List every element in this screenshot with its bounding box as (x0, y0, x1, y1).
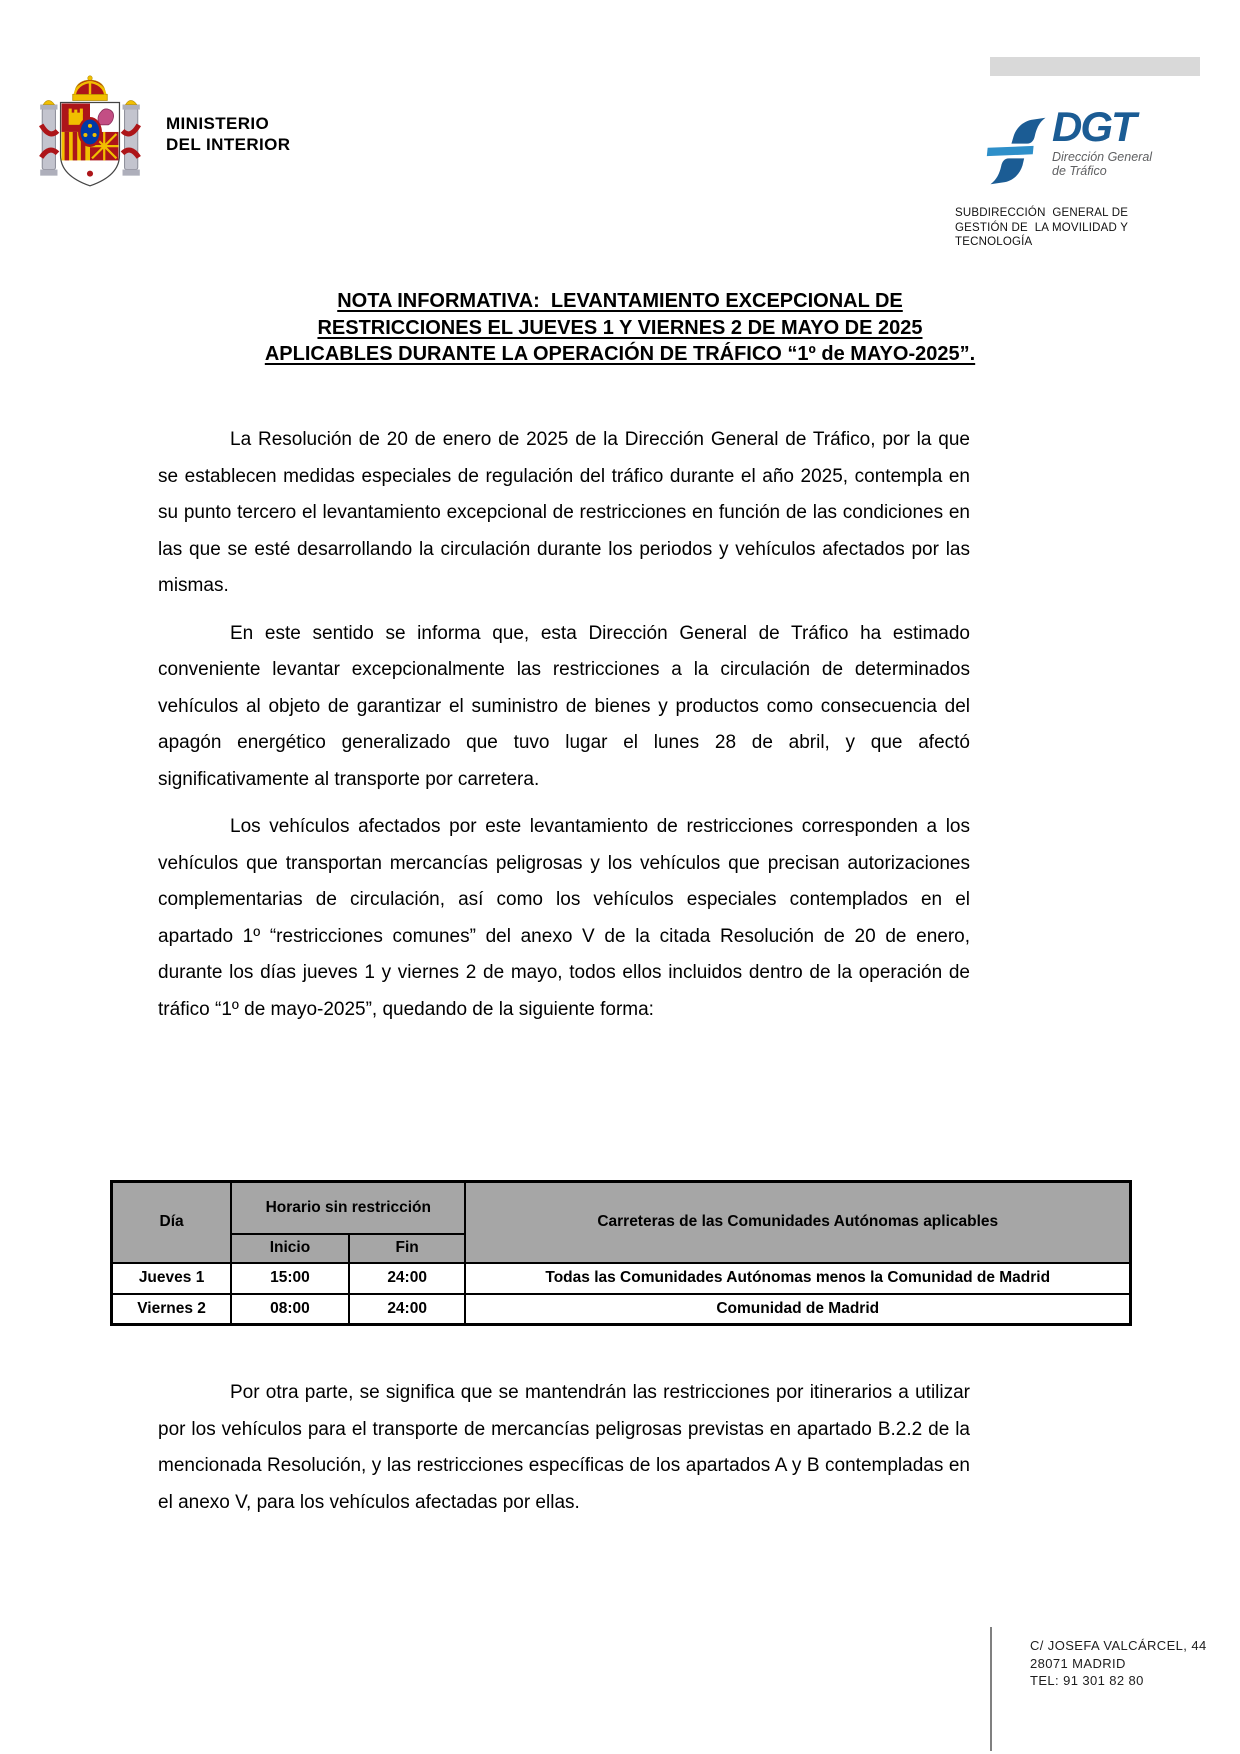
spain-coat-of-arms-icon (38, 72, 142, 198)
top-right-gray-bar (990, 57, 1200, 76)
ministry-name (166, 113, 290, 155)
document-title (120, 288, 1120, 368)
ministry-line1: MINISTERIO (166, 114, 270, 133)
restrictions-table-wrap (110, 1180, 1132, 1326)
dgt-tagline-line1: Dirección General (1052, 150, 1153, 164)
footer-phone: TEL: 91 301 82 80 (1030, 1673, 1144, 1688)
dgt-road-arrows-icon (986, 110, 1050, 192)
title-line1: NOTA INFORMATIVA: LEVANTAMIENTO EXCEPCIONAL DE (337, 290, 903, 312)
cell-roads: Todas las Comunidades Autónomas menos la Comunidad de Madrid (465, 1263, 1130, 1294)
table-row-jueves (112, 1263, 1131, 1294)
dgt-logo (986, 103, 1153, 192)
paragraph-resolucion: La Resolución de 20 de enero de 2025 de la Dirección General de Tráfico, por la que se establecen medidas especiales de regulación del tráfico durante el año 2025, contempla en su punto tercero el levantamiento excepcional de restricciones en función de las condiciones en las que se esté desarrollando la circulación durante los periodos y vehículos afectados por las mismas. (158, 429, 970, 596)
col-header-roads: Carreteras de las Comunidades Autónomas aplicables (465, 1182, 1130, 1263)
col-header-schedule: Horario sin restricción (231, 1182, 465, 1234)
restrictions-table (110, 1180, 1132, 1326)
cell-end: 24:00 (349, 1263, 466, 1294)
paragraph-levantamiento: En este sentido se informa que, esta Dirección General de Tráfico ha estimado conveniente levantar excepcionalmente las restricciones a la circulación de determinados vehículos al objeto de garantizar el suministro de bienes y productos como consecuencia del apagón energético generalizado que tuvo lugar el lunes 28 de abril, y que afectó significativamente al transporte por carretera. (158, 622, 970, 790)
subdirection-line1: SUBDIRECCIÓN GENERAL DE (955, 207, 1129, 219)
footer-city: 28071 MADRID (1030, 1655, 1126, 1671)
footer-street: C/ JOSEFA VALCÁRCEL, 44 (1030, 1638, 1207, 1653)
subdirection-line3: TECNOLOGÍA (955, 236, 1033, 248)
paragraph-por-otra-parte: Por otra parte, se significa que se mantendrán las restricciones por itinerarios a utilizar por los vehículos para el transporte de mercancías peligrosas previstas en apartado B.2.2 de la mencionada Resolución, y las restricciones específicas de los apartados A y B contempladas en el anexo V, para los vehículos afectadas por ellas. (158, 1382, 970, 1513)
subdirection-name (955, 206, 1165, 250)
table-row-viernes (112, 1294, 1131, 1325)
title-line2: RESTRICCIONES EL JUEVES 1 Y VIERNES 2 DE MAYO DE 2025 (317, 316, 923, 339)
cell-day: Jueves 1 (112, 1263, 232, 1294)
subdirection-line2: GESTIÓN DE LA MOVILIDAD Y (955, 221, 1129, 234)
col-header-day: Día (112, 1182, 232, 1263)
col-header-start: Inicio (231, 1234, 349, 1263)
col-header-end: Fin (349, 1234, 466, 1263)
closing-text (158, 1375, 970, 1521)
body-text (158, 422, 970, 1028)
paragraph-vehiculos-afectados: Los vehículos afectados por este levantamiento de restricciones corresponden a los vehículos que transportan mercancías peligrosas y los vehículos que precisan autorizaciones complementarias de circulación, así como los vehículos especiales contemplados en el apartado 1º “restricciones comunes” del anexo V de la citada Resolución de 20 de enero, durante los días jueves 1 y viernes 2 de mayo, todos ellos incluidos dentro de la operación de tráfico “1º de mayo-2025”, quedando de la siguiente forma: (158, 816, 970, 1020)
cell-start: 08:00 (231, 1294, 349, 1325)
ministry-line2: DEL INTERIOR (166, 135, 291, 154)
dgt-tagline-line2: de Tráfico (1052, 164, 1107, 178)
cell-start: 15:00 (231, 1263, 349, 1294)
cell-day: Viernes 2 (112, 1294, 232, 1325)
cell-end: 24:00 (349, 1294, 466, 1325)
footer-address (990, 1627, 1207, 1751)
cell-roads: Comunidad de Madrid (465, 1294, 1130, 1325)
title-line3: APLICABLES DURANTE LA OPERACIÓN DE TRÁFICO “1º de MAYO-2025”. (264, 343, 976, 365)
dgt-acronym: DGT (1052, 103, 1135, 150)
